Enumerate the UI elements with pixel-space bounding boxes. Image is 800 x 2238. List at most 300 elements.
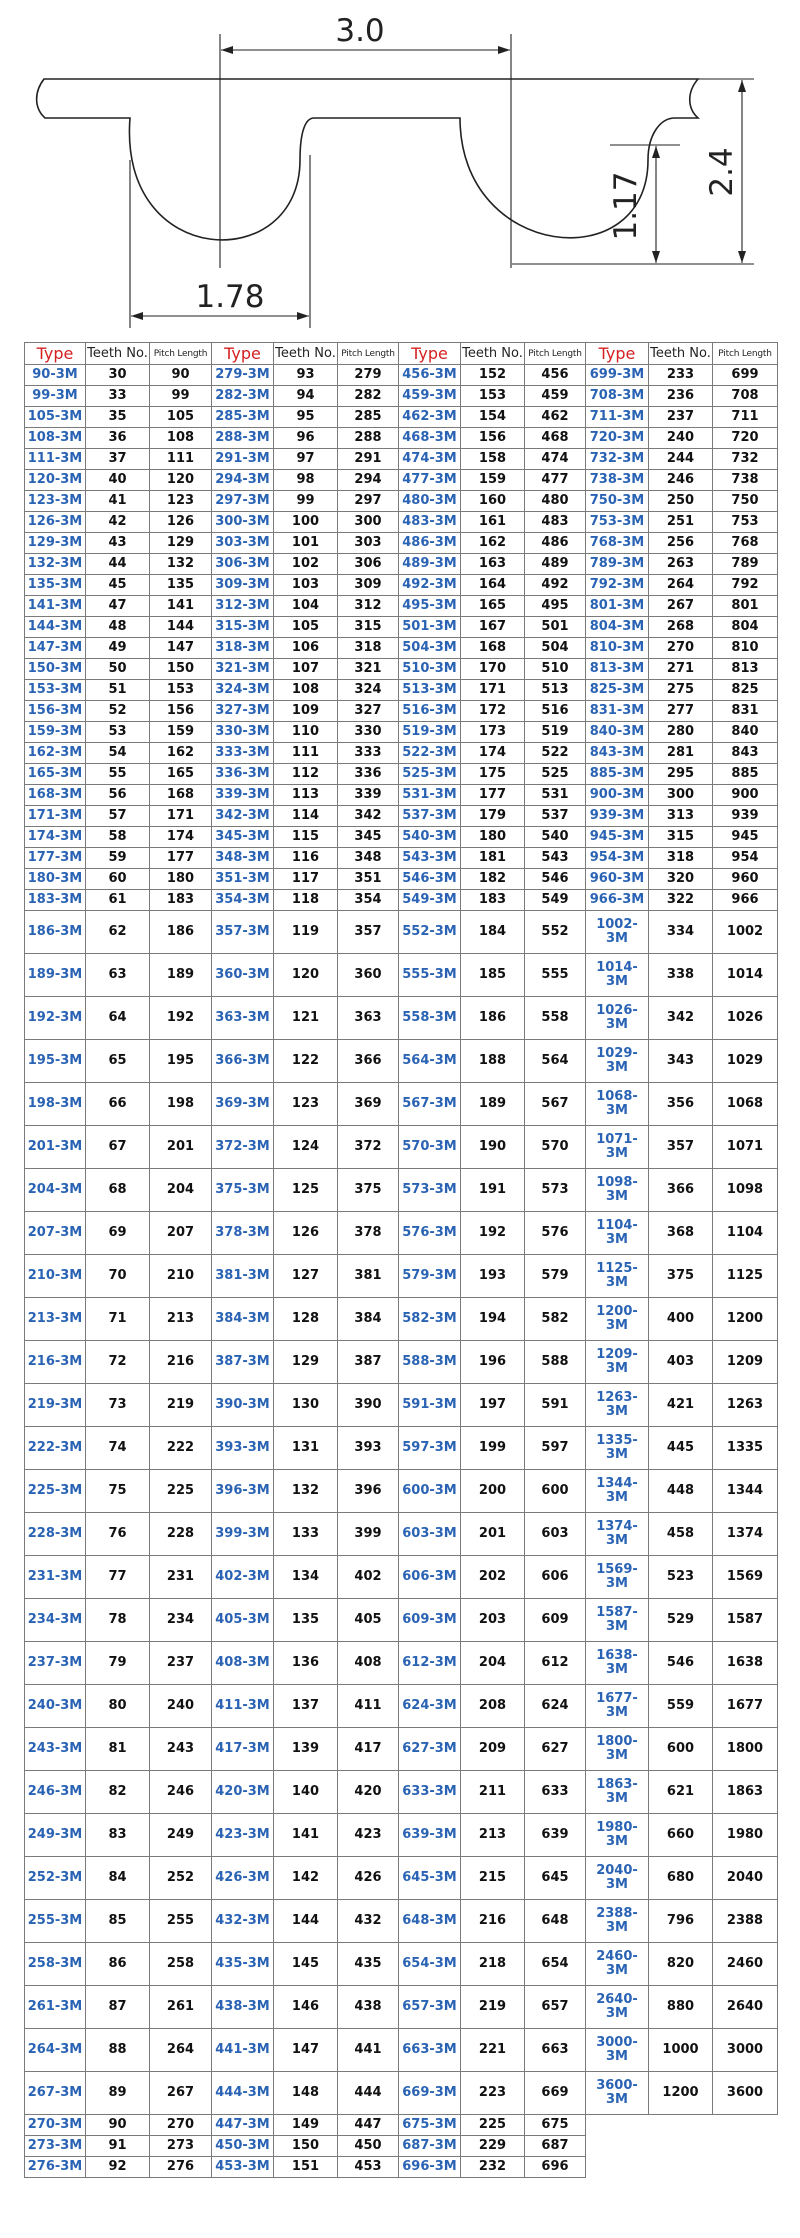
- teeth-cell: 130: [274, 1384, 338, 1427]
- type-cell: 597-3M: [399, 1427, 461, 1470]
- pitch-length-cell: 792: [713, 575, 778, 596]
- pitch-length-cell: 789: [713, 554, 778, 575]
- teeth-cell: 244: [649, 449, 713, 470]
- type-cell: 633-3M: [399, 1771, 461, 1814]
- teeth-cell: 357: [649, 1126, 713, 1169]
- pitch-length-cell: 390: [338, 1384, 399, 1427]
- type-cell: 663-3M: [399, 2029, 461, 2072]
- type-cell: 384-3M: [212, 1298, 274, 1341]
- type-cell: 639-3M: [399, 1814, 461, 1857]
- table-row: [25, 491, 778, 512]
- type-cell: 198-3M: [25, 1083, 86, 1126]
- teeth-cell: 275: [649, 680, 713, 701]
- teeth-cell: 182: [461, 869, 525, 890]
- type-cell: 591-3M: [399, 1384, 461, 1427]
- table-row: [25, 954, 778, 997]
- table-row: [25, 764, 778, 785]
- teeth-cell: 60: [86, 869, 150, 890]
- teeth-cell: 68: [86, 1169, 150, 1212]
- pitch-dimension-label: 3.0: [335, 13, 385, 49]
- type-cell: 369-3M: [212, 1083, 274, 1126]
- teeth-cell: 219: [461, 1986, 525, 2029]
- type-cell: 468-3M: [399, 428, 461, 449]
- teeth-cell: 86: [86, 1943, 150, 1986]
- type-cell: 315-3M: [212, 617, 274, 638]
- pitch-length-cell: 255: [150, 1900, 212, 1943]
- pitch-length-cell: 201: [150, 1126, 212, 1169]
- pitch-length-cell: 537: [525, 806, 586, 827]
- pitch-length-cell: 333: [338, 743, 399, 764]
- header-type: Type: [212, 343, 274, 365]
- type-cell: 393-3M: [212, 1427, 274, 1470]
- pitch-length-cell: 324: [338, 680, 399, 701]
- teeth-cell: 183: [461, 890, 525, 911]
- teeth-cell: 133: [274, 1513, 338, 1556]
- pitch-length-cell: 540: [525, 827, 586, 848]
- teeth-cell: 115: [274, 827, 338, 848]
- pitch-length-cell: 570: [525, 1126, 586, 1169]
- type-cell: 582-3M: [399, 1298, 461, 1341]
- type-cell: 360-3M: [212, 954, 274, 997]
- teeth-cell: 233: [649, 365, 713, 386]
- teeth-cell: 177: [461, 785, 525, 806]
- type-cell: 390-3M: [212, 1384, 274, 1427]
- table-row: [25, 1642, 778, 1685]
- pitch-length-cell: 3000: [713, 2029, 778, 2072]
- pitch-length-cell: 1677: [713, 1685, 778, 1728]
- teeth-cell: 110: [274, 722, 338, 743]
- type-cell: 699-3M: [586, 365, 649, 386]
- teeth-cell: 621: [649, 1771, 713, 1814]
- type-cell: 411-3M: [212, 1685, 274, 1728]
- type-cell: 750-3M: [586, 491, 649, 512]
- type-cell: 1638-3M: [586, 1642, 649, 1685]
- teeth-cell: 523: [649, 1556, 713, 1599]
- teeth-cell: 100: [274, 512, 338, 533]
- type-cell: 396-3M: [212, 1470, 274, 1513]
- table-row: [25, 659, 778, 680]
- table-row: [25, 827, 778, 848]
- teeth-cell: 280: [649, 722, 713, 743]
- type-cell: 522-3M: [399, 743, 461, 764]
- table-row: [25, 785, 778, 806]
- type-cell: 183-3M: [25, 890, 86, 911]
- type-cell: 243-3M: [25, 1728, 86, 1771]
- teeth-cell: 77: [86, 1556, 150, 1599]
- pitch-length-cell: 90: [150, 365, 212, 386]
- header-type: Type: [399, 343, 461, 365]
- table-row: [25, 1341, 778, 1384]
- teeth-cell: 403: [649, 1341, 713, 1384]
- pitch-length-cell: 315: [338, 617, 399, 638]
- table-row: [25, 2072, 778, 2115]
- teeth-cell: 263: [649, 554, 713, 575]
- type-cell: 960-3M: [586, 869, 649, 890]
- teeth-cell: 52: [86, 701, 150, 722]
- type-cell: 111-3M: [25, 449, 86, 470]
- teeth-cell: 223: [461, 2072, 525, 2115]
- teeth-cell: 1200: [649, 2072, 713, 2115]
- table-row: [25, 533, 778, 554]
- type-cell: 267-3M: [25, 2072, 86, 2115]
- pitch-length-cell: 576: [525, 1212, 586, 1255]
- teeth-cell: 237: [649, 407, 713, 428]
- teeth-cell: 173: [461, 722, 525, 743]
- teeth-cell: 221: [461, 2029, 525, 2072]
- type-cell: 381-3M: [212, 1255, 274, 1298]
- type-cell: 348-3M: [212, 848, 274, 869]
- teeth-cell: 600: [649, 1728, 713, 1771]
- type-cell: 966-3M: [586, 890, 649, 911]
- pitch-length-cell: 609: [525, 1599, 586, 1642]
- pitch-length-cell: 354: [338, 890, 399, 911]
- pitch-length-cell: 2040: [713, 1857, 778, 1900]
- pitch-length-cell: 447: [338, 2115, 399, 2136]
- teeth-cell: 95: [274, 407, 338, 428]
- pitch-length-cell: 513: [525, 680, 586, 701]
- table-row: [25, 1900, 778, 1943]
- pitch-length-cell: 960: [713, 869, 778, 890]
- teeth-cell: 153: [461, 386, 525, 407]
- teeth-cell: 54: [86, 743, 150, 764]
- pitch-length-cell: 768: [713, 533, 778, 554]
- teeth-cell: 63: [86, 954, 150, 997]
- type-cell: 579-3M: [399, 1255, 461, 1298]
- type-cell: 810-3M: [586, 638, 649, 659]
- pitch-length-cell: 159: [150, 722, 212, 743]
- table-row: [25, 2157, 778, 2178]
- pitch-length-cell: 840: [713, 722, 778, 743]
- pitch-length-cell: 453: [338, 2157, 399, 2178]
- teeth-cell: 342: [649, 997, 713, 1040]
- pitch-length-cell: 687: [525, 2136, 586, 2157]
- type-cell: 219-3M: [25, 1384, 86, 1427]
- belt-profile-outline: [37, 79, 698, 240]
- pitch-length-cell: 720: [713, 428, 778, 449]
- teeth-cell: 156: [461, 428, 525, 449]
- pitch-length-cell: 411: [338, 1685, 399, 1728]
- type-cell: 2640-3M: [586, 1986, 649, 2029]
- type-cell: 321-3M: [212, 659, 274, 680]
- header-teeth-no: Teeth No.: [649, 343, 713, 365]
- type-cell: 492-3M: [399, 575, 461, 596]
- teeth-cell: 79: [86, 1642, 150, 1685]
- pitch-length-cell: 831: [713, 701, 778, 722]
- pitch-length-cell: 675: [525, 2115, 586, 2136]
- pitch-length-cell: 1800: [713, 1728, 778, 1771]
- teeth-cell: 343: [649, 1040, 713, 1083]
- pitch-length-cell: 246: [150, 1771, 212, 1814]
- teeth-cell: 338: [649, 954, 713, 997]
- table-row: [25, 470, 778, 491]
- pitch-length-cell: 144: [150, 617, 212, 638]
- type-cell: 120-3M: [25, 470, 86, 491]
- pitch-length-cell: 474: [525, 449, 586, 470]
- type-cell: 489-3M: [399, 554, 461, 575]
- teeth-cell: 73: [86, 1384, 150, 1427]
- teeth-cell: 366: [649, 1169, 713, 1212]
- teeth-cell: 50: [86, 659, 150, 680]
- pitch-length-cell: 612: [525, 1642, 586, 1685]
- pitch-length-cell: 519: [525, 722, 586, 743]
- type-cell: 789-3M: [586, 554, 649, 575]
- table-row: [25, 890, 778, 911]
- teeth-cell: 218: [461, 1943, 525, 1986]
- type-cell: 162-3M: [25, 743, 86, 764]
- teeth-cell: 117: [274, 869, 338, 890]
- table-row: [25, 407, 778, 428]
- pitch-length-cell: 1071: [713, 1126, 778, 1169]
- pitch-length-cell: 318: [338, 638, 399, 659]
- type-cell: 264-3M: [25, 2029, 86, 2072]
- teeth-cell: 62: [86, 911, 150, 954]
- pitch-length-cell: 357: [338, 911, 399, 954]
- type-cell: 654-3M: [399, 1943, 461, 1986]
- type-cell: 738-3M: [586, 470, 649, 491]
- table-row: [25, 2136, 778, 2157]
- type-cell: 165-3M: [25, 764, 86, 785]
- type-cell: 459-3M: [399, 386, 461, 407]
- teeth-cell: 448: [649, 1470, 713, 1513]
- type-cell: 576-3M: [399, 1212, 461, 1255]
- table-row: [25, 680, 778, 701]
- header-pitch-length: Pitch Length: [150, 343, 212, 365]
- teeth-cell: 65: [86, 1040, 150, 1083]
- teeth-cell: 144: [274, 1900, 338, 1943]
- type-cell: 357-3M: [212, 911, 274, 954]
- pitch-length-cell: 732: [713, 449, 778, 470]
- type-cell: 276-3M: [25, 2157, 86, 2178]
- table-row: [25, 911, 778, 954]
- table-row: [25, 1728, 778, 1771]
- type-cell: 90-3M: [25, 365, 86, 386]
- type-cell: 186-3M: [25, 911, 86, 954]
- teeth-cell: 33: [86, 386, 150, 407]
- teeth-cell: 99: [274, 491, 338, 512]
- pitch-length-cell: 708: [713, 386, 778, 407]
- teeth-cell: 184: [461, 911, 525, 954]
- type-cell: 306-3M: [212, 554, 274, 575]
- teeth-cell: 165: [461, 596, 525, 617]
- pitch-length-cell: 600: [525, 1470, 586, 1513]
- table-row: [25, 1384, 778, 1427]
- teeth-cell: 216: [461, 1900, 525, 1943]
- pitch-length-cell: 1029: [713, 1040, 778, 1083]
- type-cell: 303-3M: [212, 533, 274, 554]
- teeth-cell: 84: [86, 1857, 150, 1900]
- type-cell: 150-3M: [25, 659, 86, 680]
- pitch-length-cell: 582: [525, 1298, 586, 1341]
- teeth-cell: 74: [86, 1427, 150, 1470]
- table-row: [25, 1470, 778, 1513]
- type-cell: 402-3M: [212, 1556, 274, 1599]
- teeth-cell: 680: [649, 1857, 713, 1900]
- type-cell: 1068-3M: [586, 1083, 649, 1126]
- pitch-length-cell: 330: [338, 722, 399, 743]
- teeth-cell: 300: [649, 785, 713, 806]
- header-pitch-length: Pitch Length: [525, 343, 586, 365]
- teeth-cell: 880: [649, 1986, 713, 2029]
- type-cell: 648-3M: [399, 1900, 461, 1943]
- teeth-cell: 191: [461, 1169, 525, 1212]
- teeth-cell: 139: [274, 1728, 338, 1771]
- type-cell: 600-3M: [399, 1470, 461, 1513]
- type-cell: 189-3M: [25, 954, 86, 997]
- pitch-length-cell: 378: [338, 1212, 399, 1255]
- total-height-arrow-top: [738, 80, 746, 92]
- teeth-cell: 820: [649, 1943, 713, 1986]
- type-cell: 753-3M: [586, 512, 649, 533]
- teeth-cell: 104: [274, 596, 338, 617]
- pitch-length-cell: 222: [150, 1427, 212, 1470]
- teeth-cell: 164: [461, 575, 525, 596]
- pitch-length-cell: 165: [150, 764, 212, 785]
- pitch-length-cell: 402: [338, 1556, 399, 1599]
- teeth-cell: 322: [649, 890, 713, 911]
- pitch-length-cell: 435: [338, 1943, 399, 1986]
- type-cell: 258-3M: [25, 1943, 86, 1986]
- pitch-length-cell: 339: [338, 785, 399, 806]
- teeth-cell: 267: [649, 596, 713, 617]
- table-row: [25, 848, 778, 869]
- total-height-arrow-bottom: [738, 251, 746, 263]
- teeth-cell: 185: [461, 954, 525, 997]
- pitch-length-cell: 267: [150, 2072, 212, 2115]
- type-cell: 372-3M: [212, 1126, 274, 1169]
- empty-cell: [586, 2157, 778, 2178]
- header-type: Type: [25, 343, 86, 365]
- header-teeth-no: Teeth No.: [461, 343, 525, 365]
- pitch-length-cell: 501: [525, 617, 586, 638]
- pitch-length-cell: 516: [525, 701, 586, 722]
- tooth-width-label: 1.78: [195, 279, 265, 315]
- pitch-length-cell: 132: [150, 554, 212, 575]
- type-cell: 1344-3M: [586, 1470, 649, 1513]
- pitch-length-cell: 423: [338, 1814, 399, 1857]
- pitch-length-cell: 441: [338, 2029, 399, 2072]
- teeth-cell: 190: [461, 1126, 525, 1169]
- type-cell: 246-3M: [25, 1771, 86, 1814]
- table-row: [25, 1771, 778, 1814]
- pitch-length-cell: 549: [525, 890, 586, 911]
- type-cell: 567-3M: [399, 1083, 461, 1126]
- total-height-label: 2.4: [704, 147, 740, 197]
- teeth-cell: 69: [86, 1212, 150, 1255]
- teeth-cell: 334: [649, 911, 713, 954]
- pitch-length-cell: 210: [150, 1255, 212, 1298]
- pitch-length-cell: 1209: [713, 1341, 778, 1384]
- teeth-cell: 251: [649, 512, 713, 533]
- type-cell: 438-3M: [212, 1986, 274, 2029]
- type-cell: 405-3M: [212, 1599, 274, 1642]
- tooth-height-arrow-top: [652, 146, 660, 158]
- teeth-cell: 213: [461, 1814, 525, 1857]
- teeth-cell: 131: [274, 1427, 338, 1470]
- type-cell: 309-3M: [212, 575, 274, 596]
- teeth-cell: 126: [274, 1212, 338, 1255]
- type-cell: 417-3M: [212, 1728, 274, 1771]
- type-cell: 237-3M: [25, 1642, 86, 1685]
- pitch-length-cell: 381: [338, 1255, 399, 1298]
- pitch-length-cell: 204: [150, 1169, 212, 1212]
- pitch-length-cell: 174: [150, 827, 212, 848]
- pitch-length-cell: 531: [525, 785, 586, 806]
- pitch-length-cell: 345: [338, 827, 399, 848]
- empty-cell: [586, 2115, 778, 2136]
- type-cell: 342-3M: [212, 806, 274, 827]
- teeth-cell: 94: [274, 386, 338, 407]
- teeth-cell: 121: [274, 997, 338, 1040]
- pitch-length-cell: 597: [525, 1427, 586, 1470]
- teeth-cell: 268: [649, 617, 713, 638]
- teeth-cell: 159: [461, 470, 525, 491]
- type-cell: 675-3M: [399, 2115, 461, 2136]
- type-cell: 450-3M: [212, 2136, 274, 2157]
- type-cell: 1029-3M: [586, 1040, 649, 1083]
- pitch-length-cell: 258: [150, 1943, 212, 1986]
- type-cell: 354-3M: [212, 890, 274, 911]
- table-row: [25, 575, 778, 596]
- type-cell: 486-3M: [399, 533, 461, 554]
- pitch-length-cell: 1125: [713, 1255, 778, 1298]
- header-teeth-no: Teeth No.: [274, 343, 338, 365]
- pitch-length-cell: 456: [525, 365, 586, 386]
- teeth-cell: 122: [274, 1040, 338, 1083]
- pitch-length-cell: 384: [338, 1298, 399, 1341]
- teeth-cell: 66: [86, 1083, 150, 1126]
- pitch-length-cell: 147: [150, 638, 212, 659]
- table-row: [25, 2029, 778, 2072]
- table-row: [25, 1599, 778, 1642]
- pitch-length-cell: 129: [150, 533, 212, 554]
- teeth-cell: 458: [649, 1513, 713, 1556]
- teeth-cell: 445: [649, 1427, 713, 1470]
- teeth-cell: 215: [461, 1857, 525, 1900]
- pitch-length-cell: 228: [150, 1513, 212, 1556]
- table-row: [25, 449, 778, 470]
- teeth-cell: 118: [274, 890, 338, 911]
- pitch-length-cell: 2388: [713, 1900, 778, 1943]
- type-cell: 282-3M: [212, 386, 274, 407]
- table-row: [25, 1513, 778, 1556]
- pitch-length-cell: 261: [150, 1986, 212, 2029]
- pitch-length-cell: 522: [525, 743, 586, 764]
- teeth-cell: 559: [649, 1685, 713, 1728]
- table-row: [25, 1040, 778, 1083]
- type-cell: 2388-3M: [586, 1900, 649, 1943]
- pitch-length-cell: 1104: [713, 1212, 778, 1255]
- pitch-length-cell: 555: [525, 954, 586, 997]
- type-cell: 126-3M: [25, 512, 86, 533]
- type-cell: 375-3M: [212, 1169, 274, 1212]
- pitch-length-cell: 321: [338, 659, 399, 680]
- type-cell: 273-3M: [25, 2136, 86, 2157]
- pitch-length-cell: 804: [713, 617, 778, 638]
- teeth-cell: 142: [274, 1857, 338, 1900]
- pitch-length-cell: 633: [525, 1771, 586, 1814]
- type-cell: 1104-3M: [586, 1212, 649, 1255]
- pitch-length-cell: 639: [525, 1814, 586, 1857]
- type-cell: 825-3M: [586, 680, 649, 701]
- type-cell: 954-3M: [586, 848, 649, 869]
- teeth-cell: 400: [649, 1298, 713, 1341]
- pitch-length-cell: 1200: [713, 1298, 778, 1341]
- teeth-cell: 264: [649, 575, 713, 596]
- pitch-length-cell: 294: [338, 470, 399, 491]
- pitch-length-cell: 1263: [713, 1384, 778, 1427]
- type-cell: 1587-3M: [586, 1599, 649, 1642]
- type-cell: 144-3M: [25, 617, 86, 638]
